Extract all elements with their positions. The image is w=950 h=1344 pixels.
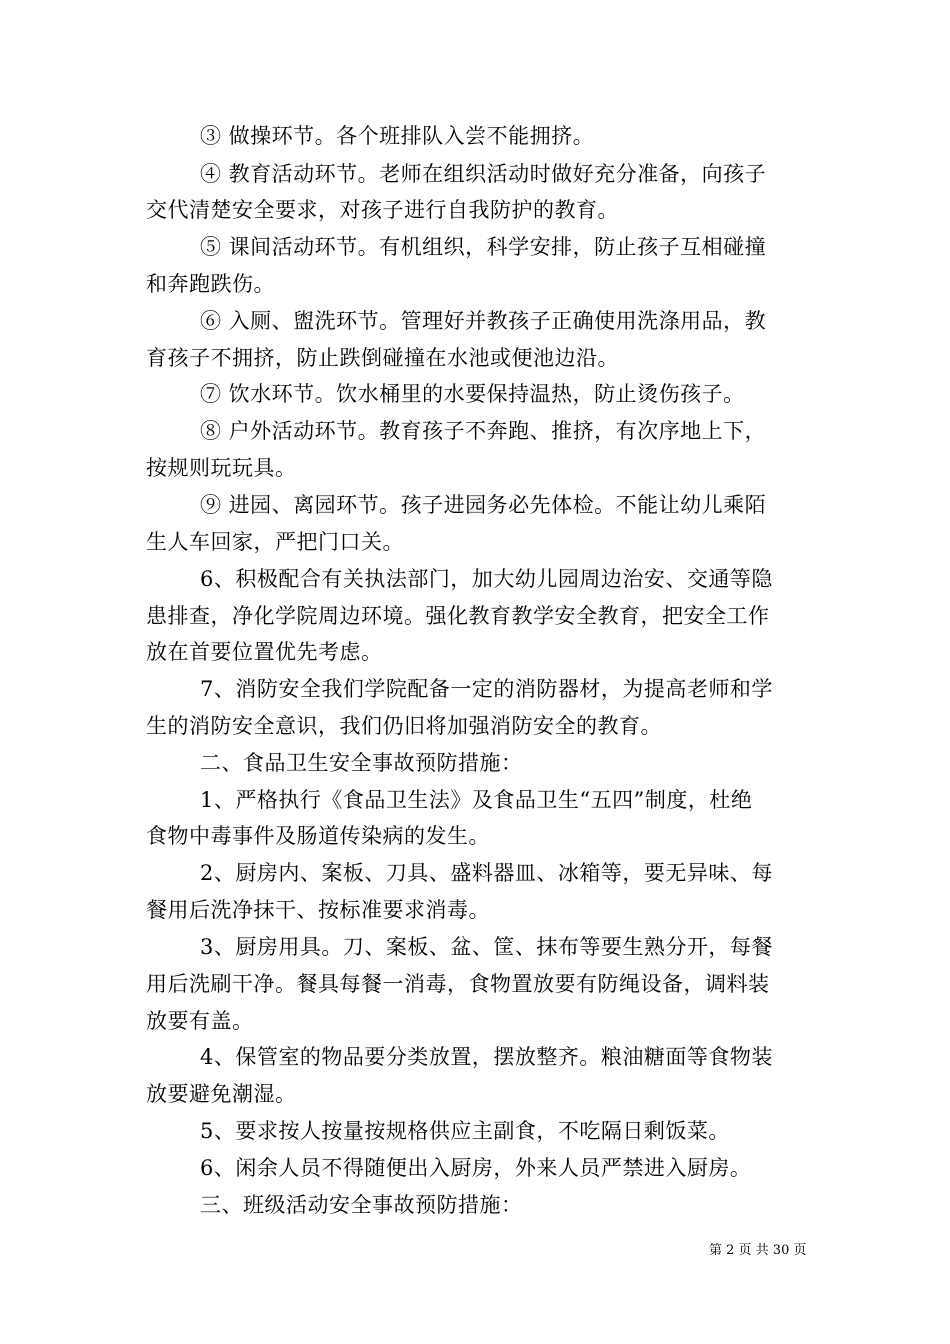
page-number: 第 2 页 共 30 页 [709, 1243, 807, 1258]
text-line: 放在首要位置优先考虑。 [146, 640, 383, 664]
text-line: 交代清楚安全要求，对孩子进行自我防护的教育。 [146, 198, 619, 222]
text-line: 3、厨房用具。刀、案板、盆、筐、抹布等要生熟分开，每餐 [200, 935, 773, 959]
text-line: 2、厨房内、案板、刀具、盛料器皿、冰箱等，要无异味、每 [200, 861, 773, 885]
section-heading: 三、班级活动安全事故预防措施： [200, 1193, 523, 1217]
text-line: ④ 教育活动环节。老师在组织活动时做好充分准备，向孩子 [200, 162, 767, 186]
text-line: 放要避免潮湿。 [146, 1082, 297, 1106]
text-line: 1、严格执行《食品卫生法》及食品卫生“五四”制度，杜绝 [200, 788, 753, 812]
text-line: 4、保管室的物品要分类放置，摆放整齐。粮油糖面等食物装 [200, 1045, 773, 1069]
text-line: ⑥ 入厕、盥洗环节。管理好并教孩子正确使用洗涤用品，教 [200, 309, 767, 333]
text-line: 和奔跑跌伤。 [146, 272, 275, 296]
text-line: 7、消防安全我们学院配备一定的消防器材，为提高老师和学 [200, 677, 773, 701]
text-line: 患排查，净化学院周边环境。强化教育教学安全教育，把安全工作 [146, 604, 770, 628]
text-line: 6、积极配合有关执法部门，加大幼儿园周边治安、交通等隐 [200, 567, 773, 591]
text-line: 食物中毒事件及肠道传染病的发生。 [146, 824, 490, 848]
text-line: 用后洗刷干净。餐具每餐一消毒，食物置放要有防绳设备，调料装 [146, 972, 770, 996]
text-line: 生的消防安全意识，我们仍旧将加强消防安全的教育。 [146, 714, 662, 738]
text-line: 放要有盖。 [146, 1009, 254, 1033]
text-line: 餐用后洗净抹干、按标准要求消毒。 [146, 898, 490, 922]
text-line: 按规则玩玩具。 [146, 456, 297, 480]
text-line: 6、闲余人员不得随便出入厨房，外来人员严禁进入厨房。 [200, 1156, 752, 1180]
text-line: ⑦ 饮水环节。饮水桶里的水要保持温热，防止烫伤孩子。 [200, 382, 745, 406]
text-line: 生人车回家，严把门口关。 [146, 530, 404, 554]
section-heading: 二、食品卫生安全事故预防措施： [200, 751, 523, 775]
text-line: ⑤ 课间活动环节。有机组织，科学安排，防止孩子互相碰撞 [200, 235, 767, 259]
text-line: 5、要求按人按量按规格供应主副食，不吃隔日剩饭菜。 [200, 1119, 730, 1143]
text-line: ③ 做操环节。各个班排队入尝不能拥挤。 [200, 124, 595, 148]
text-line: ⑨ 进园、离园环节。孩子进园务必先体检。不能让幼儿乘陌 [200, 493, 767, 517]
text-line: 育孩子不拥挤，防止跌倒碰撞在水池或便池边沿。 [146, 346, 619, 370]
text-line: ⑧ 户外活动环节。教育孩子不奔跑、推挤，有次序地上下， [200, 419, 767, 443]
